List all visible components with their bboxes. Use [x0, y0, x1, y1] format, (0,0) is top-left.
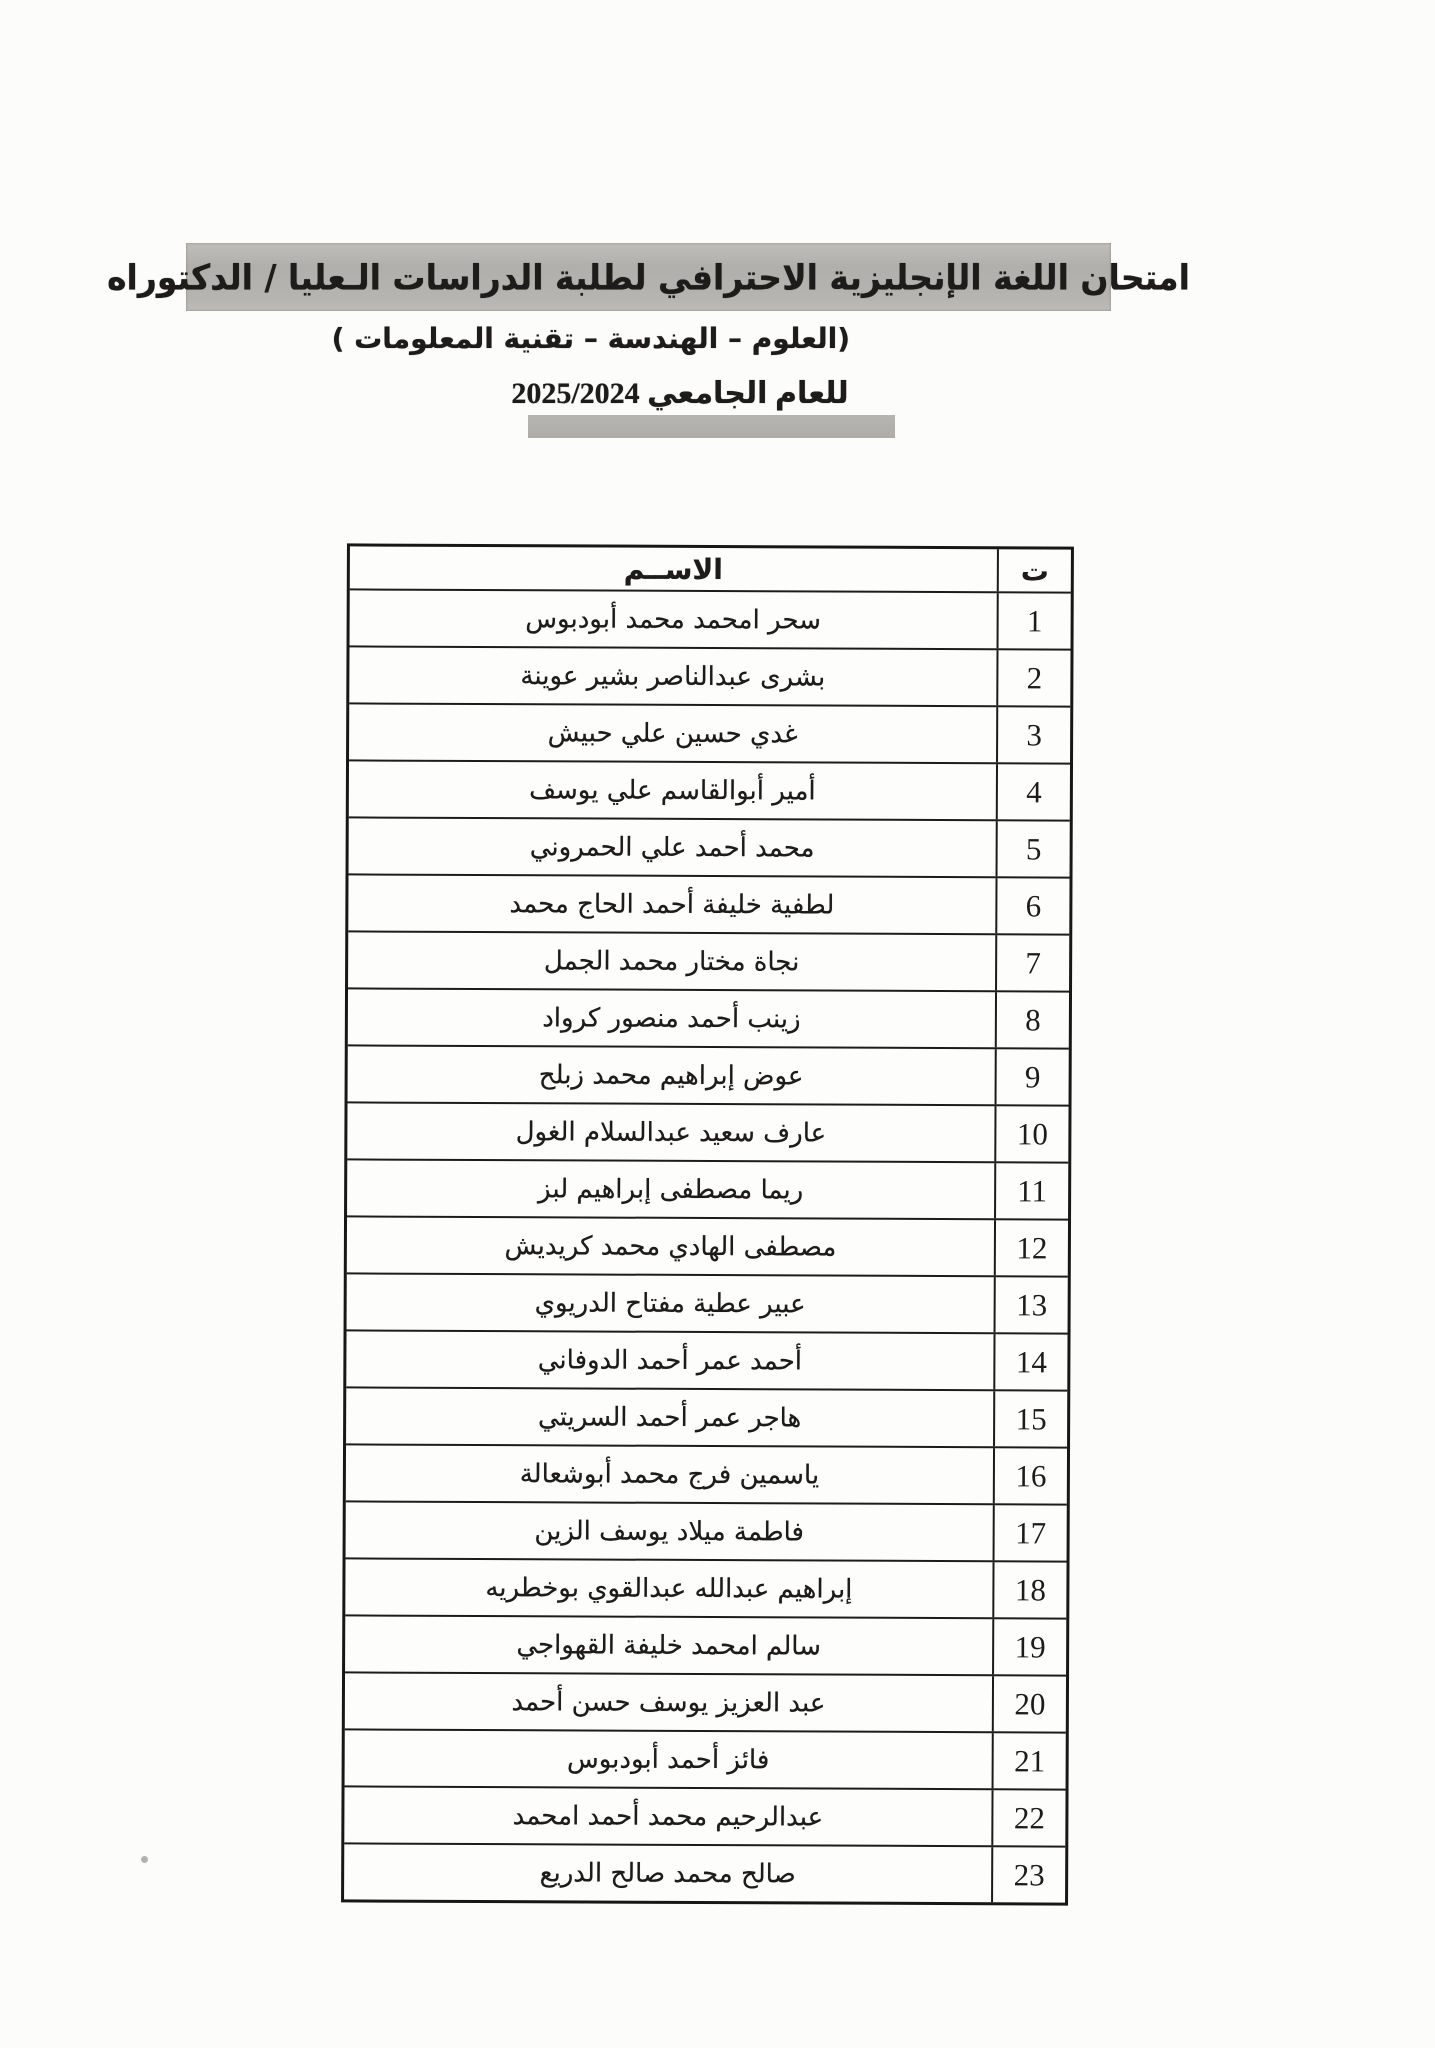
student-name-cell: هاجر عمر أحمد السريتي — [538, 1401, 802, 1433]
table-row — [347, 1272, 1068, 1332]
table-row — [349, 645, 1070, 705]
student-name-cell: ريما مصطفى إبراهيم لبز — [538, 1173, 804, 1205]
student-name-cell: عبير عطية مفتاح الدريوي — [534, 1287, 806, 1319]
row-number-cell: 22 — [991, 1790, 1065, 1845]
table-row — [349, 759, 1070, 819]
table-row — [346, 1386, 1067, 1446]
row-number-cell: 7 — [995, 935, 1069, 990]
student-name-cell: عبدالرحيم محمد أحمد امحمد — [512, 1800, 824, 1833]
document-subtitle: (العلوم – الهندسة – تقنية المعلومات ) — [331, 322, 850, 355]
student-name-cell: سالم امحمد خليفة القهواجي — [516, 1629, 822, 1661]
row-number-cell: 5 — [996, 821, 1070, 876]
student-name-cell: غدي حسين علي حبيش — [547, 717, 798, 749]
row-number-cell: 15 — [993, 1391, 1067, 1446]
row-number-cell: 17 — [993, 1505, 1067, 1560]
table-row — [345, 1614, 1066, 1674]
student-name-cell: فائز أحمد أبودبوس — [566, 1743, 770, 1775]
student-name-cell: لطفية خليفة أحمد الحاج محمد — [509, 888, 835, 921]
student-name-cell: إبراهيم عبدالله عبدالقوي بوخطريه — [485, 1572, 853, 1605]
row-number-cell: 21 — [992, 1733, 1066, 1788]
row-number-cell: 8 — [995, 992, 1069, 1047]
row-number-cell: 6 — [995, 878, 1069, 933]
student-name-cell: ياسمين فرج محمد أبوشعالة — [519, 1458, 820, 1490]
student-name-cell: محمد أحمد علي الحمروني — [529, 831, 815, 863]
table-row — [349, 816, 1070, 876]
row-number-cell: 14 — [993, 1334, 1067, 1389]
row-number-cell: 3 — [996, 707, 1070, 762]
row-number-cell: 16 — [993, 1448, 1067, 1503]
student-roster-table — [341, 543, 1074, 1905]
table-row — [347, 1158, 1068, 1218]
row-number-cell: 20 — [992, 1676, 1066, 1731]
name-column-header: الاســم — [623, 552, 723, 586]
document-title: امتحان اللغة الإنجليزية الاحترافي لطلبة الدراسات الـعليا / الدكتوراه — [107, 256, 1190, 298]
table-row — [349, 702, 1070, 762]
index-column-header: ت — [997, 549, 1071, 591]
table-row — [350, 588, 1071, 648]
student-name-cell: مصطفى الهادي محمد كريديش — [504, 1230, 837, 1263]
table-row — [347, 1101, 1068, 1161]
student-name-cell: عارف سعيد عبدالسلام الغول — [515, 1116, 827, 1149]
scan-speck-artifact — [141, 1856, 148, 1863]
student-name-cell: سحر امحمد محمد أبودبوس — [525, 603, 822, 635]
student-name-cell: فاطمة ميلاد يوسف الزين — [534, 1515, 805, 1547]
row-number-cell: 2 — [996, 650, 1070, 705]
student-name-cell: زينب أحمد منصور كرواد — [542, 1002, 801, 1034]
row-number-cell: 23 — [991, 1847, 1065, 1902]
table-row — [346, 1500, 1067, 1560]
row-number-cell: 11 — [994, 1163, 1068, 1218]
table-row — [345, 1728, 1066, 1788]
student-name-cell: بشرى عبدالناصر بشير عوينة — [520, 660, 826, 693]
academic-year-line: للعام الجامعي 2025/2024 — [511, 377, 849, 410]
table-row — [348, 1044, 1069, 1104]
table-row — [344, 1785, 1065, 1845]
row-number-cell: 12 — [994, 1220, 1068, 1275]
student-name-cell: عوض إبراهيم محمد زبلح — [538, 1059, 804, 1091]
table-row — [347, 1215, 1068, 1275]
student-name-cell: نجاة مختار محمد الجمل — [543, 945, 800, 977]
table-row — [348, 873, 1069, 933]
student-name-cell: عبد العزيز يوسف حسن أحمد — [511, 1686, 826, 1719]
table-row — [345, 1557, 1066, 1617]
table-row — [344, 1842, 1065, 1902]
student-name-cell: أحمد عمر أحمد الدوفاني — [537, 1344, 803, 1376]
table-row — [345, 1671, 1066, 1731]
row-number-cell: 18 — [992, 1562, 1066, 1617]
table-row — [346, 1329, 1067, 1389]
row-number-cell: 9 — [995, 1049, 1069, 1104]
table-row — [346, 1443, 1067, 1503]
row-number-cell: 13 — [994, 1277, 1068, 1332]
table-row — [348, 930, 1069, 990]
row-number-cell: 1 — [997, 593, 1071, 648]
student-name-cell: صالح محمد صالح الدريع — [539, 1857, 796, 1889]
student-name-cell: أمير أبوالقاسم علي يوسف — [529, 774, 816, 806]
table-row — [348, 987, 1069, 1047]
table-header-row — [350, 546, 1071, 591]
row-number-cell: 10 — [994, 1106, 1068, 1161]
document-title-highlight — [107, 243, 1190, 311]
year-highlight-strip — [528, 415, 895, 438]
row-number-cell: 19 — [992, 1619, 1066, 1674]
row-number-cell: 4 — [996, 764, 1070, 819]
